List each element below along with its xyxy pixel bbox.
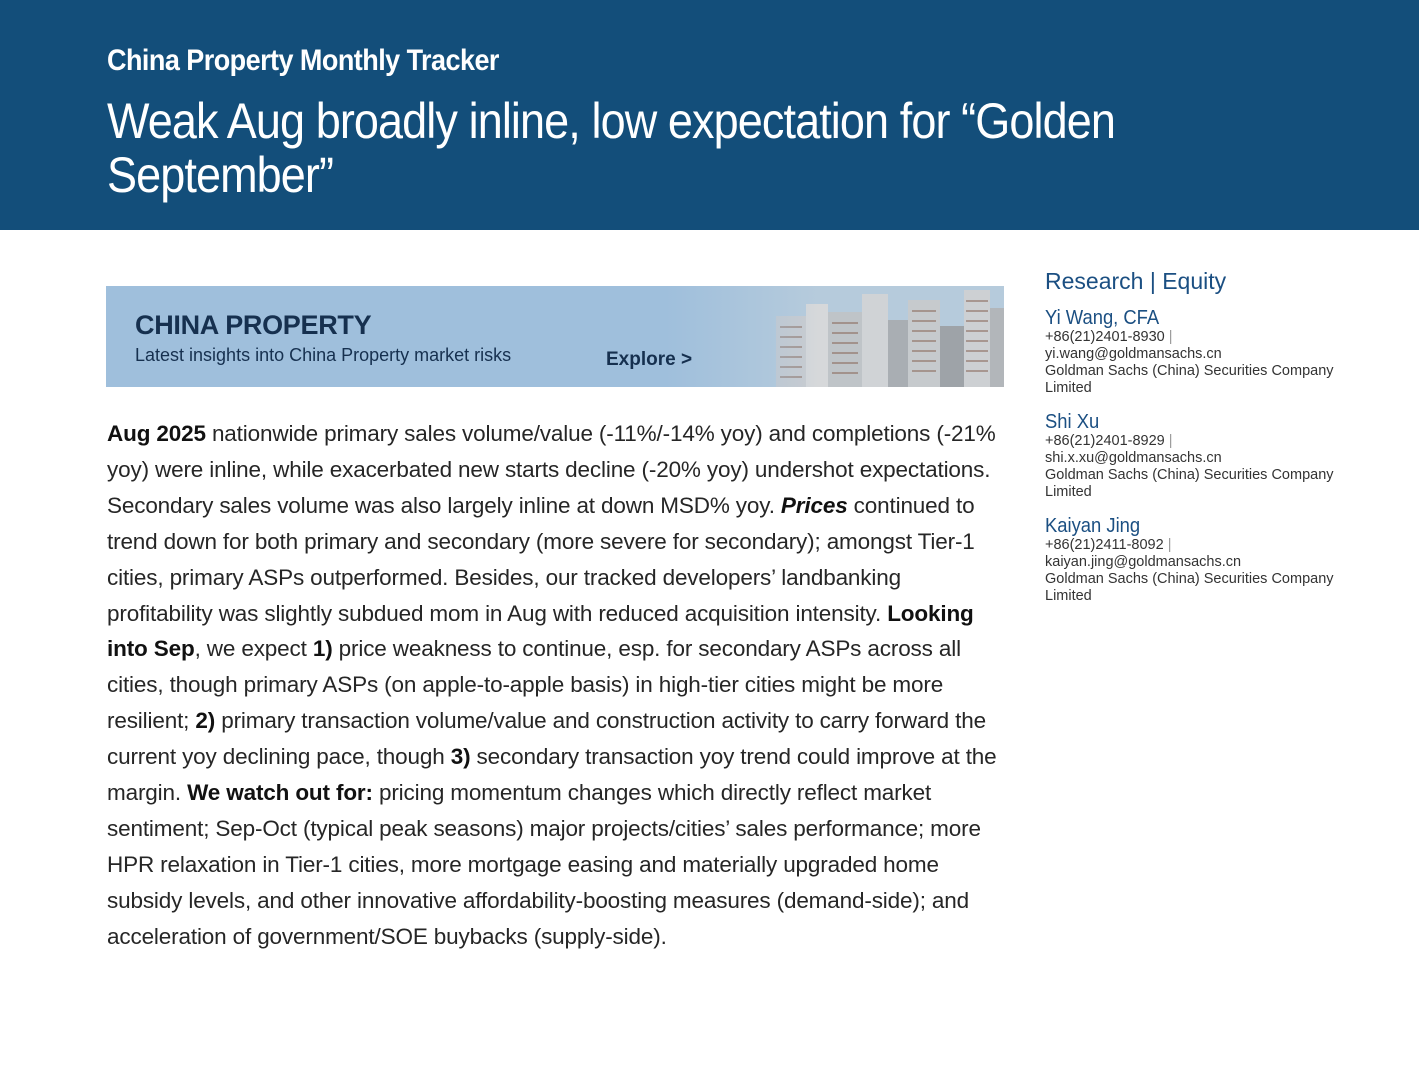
buildings-illustration (666, 286, 1004, 387)
analyst-email[interactable]: shi.x.xu@goldmansachs.cn (1045, 450, 1222, 466)
banner-subtitle: Latest insights into China Property market risks (135, 345, 512, 365)
report-header (0, 0, 1419, 230)
analyst-card (1045, 411, 1345, 501)
analyst-phone: +86(21)2401-8929 (1045, 433, 1165, 449)
banner-title: CHINA PROPERTY (135, 310, 372, 340)
analyst-phone-line (1045, 537, 1345, 554)
summary-text: , we expect (194, 636, 313, 662)
outlook-lead: Looking into Sep (107, 600, 974, 662)
analyst-email[interactable]: kaiyan.jing@goldmansachs.cn (1045, 554, 1242, 570)
analyst-company: Goldman Sachs (China) Securities Company Limited (1045, 363, 1334, 396)
analyst-name: Shi Xu (1045, 411, 1100, 433)
analyst-company: Goldman Sachs (China) Securities Company Limited (1045, 467, 1334, 500)
separator: | (1168, 433, 1173, 449)
analyst-sidebar (1045, 268, 1345, 619)
analyst-card (1045, 307, 1345, 397)
report-title: Weak Aug broadly inline, low expectation for “Golden September” (107, 93, 1115, 203)
research-label: Research | Equity (1045, 268, 1227, 294)
analyst-phone-line (1045, 433, 1345, 450)
report-series: China Property Monthly Tracker (107, 44, 499, 77)
separator: | (1168, 329, 1173, 345)
point-marker: 1) (312, 636, 333, 662)
summary-text: primary transaction volume/value and construction activity to carry forward the current yoy declining pace, though (107, 708, 986, 770)
summary-text: continued to trend down for both primary and secondary (more severe for secondary); amongst Tier-1 cities, primary ASPs outperformed. Besides, our tracked developers’ landbanking profitability was slightly subdued mom in Aug with reduced acquisition intensity. (107, 492, 975, 626)
analyst-phone: +86(21)2411-8092 (1045, 537, 1164, 553)
separator: | (1167, 537, 1172, 553)
analyst-company: Goldman Sachs (China) Securities Company Limited (1045, 571, 1334, 604)
summary-text: price weakness to continue, esp. for secondary ASPs across all cities, though primary ASPs (on apple-to-apple basis) in high-tier cities might be more resilient; (107, 636, 961, 734)
point-marker: 3) (450, 744, 471, 770)
china-property-banner[interactable] (106, 286, 1004, 387)
summary-paragraph (107, 416, 1012, 955)
analyst-phone: +86(21)2401-8930 (1045, 329, 1165, 345)
explore-link[interactable]: Explore > (606, 349, 693, 370)
analyst-name: Yi Wang, CFA (1045, 307, 1160, 329)
date-lead: Aug 2025 (107, 421, 206, 446)
summary-text: nationwide primary sales volume/value (-11%/-14% yoy) and completions (-21% yoy) were inline, while exacerbated new starts decline (-20% yoy) undershot expectations. Secondary sales volume was also largely inline at down MSD% yoy. (107, 421, 996, 518)
summary-text: pricing momentum changes which directly reflect market sentiment; Sep-Oct (typical peak seasons) major projects/cities’ sales performance; more HPR relaxation in Tier-1 cities, more mortgage easing and materially upgraded home subsidy levels, and other innovative affordability-boosting measures (demand-side); and acceleration of government/SOE buybacks (supply-side). (107, 780, 981, 949)
analyst-name: Kaiyan Jing (1045, 515, 1141, 537)
analyst-card (1045, 515, 1345, 605)
point-marker: 2) (195, 708, 216, 734)
analyst-phone-line (1045, 329, 1345, 346)
watch-lead: We watch out for: (187, 780, 373, 806)
summary-text: secondary transaction yoy trend could improve at the margin. (107, 744, 997, 806)
analyst-email[interactable]: yi.wang@goldmansachs.cn (1045, 346, 1222, 362)
prices-lead: Prices (780, 492, 848, 518)
